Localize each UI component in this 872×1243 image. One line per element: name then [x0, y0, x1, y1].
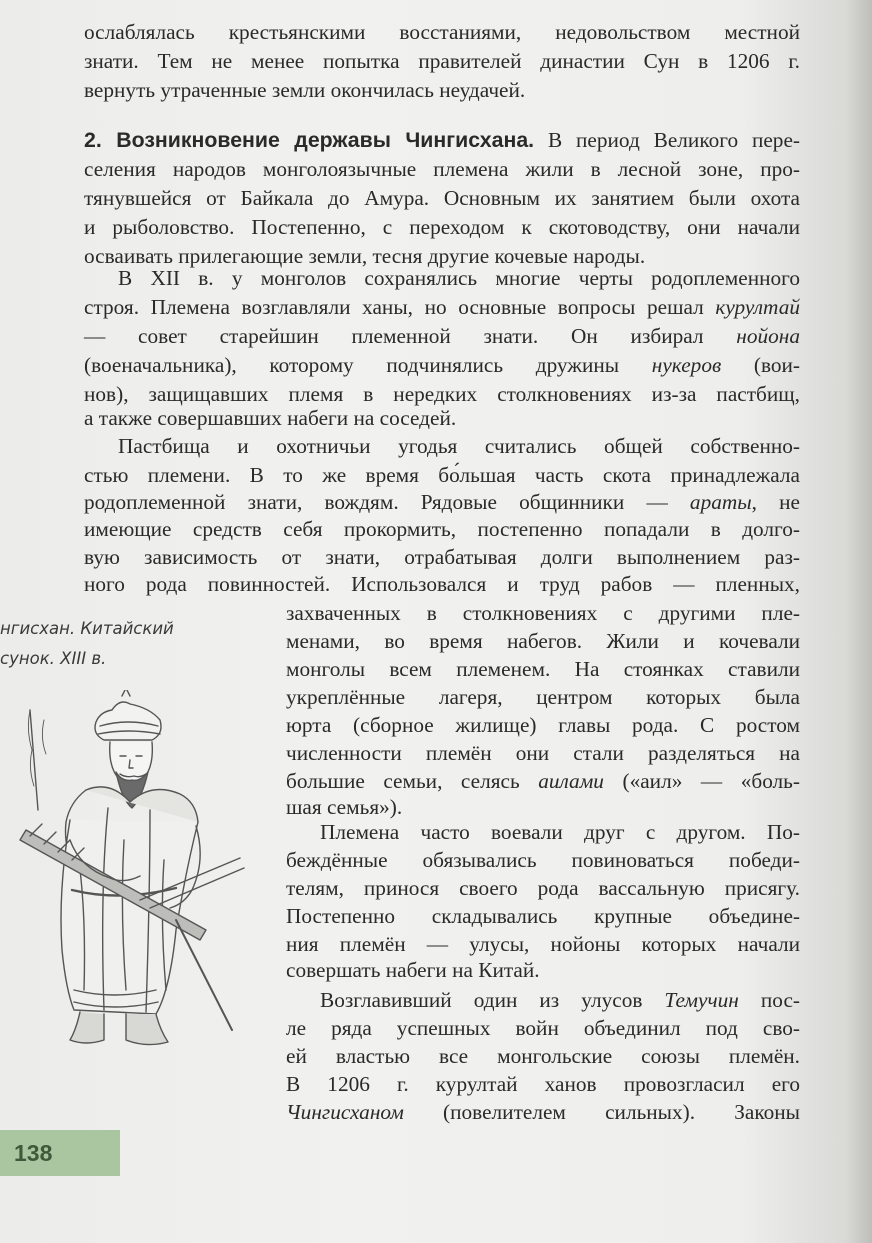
term-araty: араты: [689, 490, 752, 514]
text-line: вернуть утраченные земли окончилась неудачей.: [84, 78, 526, 102]
text-line: ного рода повинностей. Использовался и труд рабов — пленных,: [84, 572, 800, 596]
text-line: ния племён — улусы, нойоны которых начали: [286, 932, 800, 956]
text-line: ей властью все монгольские союзы племён.: [286, 1044, 800, 1068]
text-line: Постепенно складывались крупные объедине-: [286, 904, 800, 928]
text-line: беждённые обязывались повиноваться победи-: [286, 848, 800, 872]
text-line: 2. Возникновение державы Чингисхана. В период Великого пере-: [84, 128, 800, 152]
text-line: совершать набеги на Китай.: [286, 958, 540, 982]
text-line: вую зависимость от знати, отрабатывая долги выполнением раз-: [84, 545, 800, 569]
term-kurultai: курултай: [715, 295, 800, 319]
text-line: захваченных в столкновениях с другими пле-: [286, 601, 800, 625]
text-line: и рыболовство. Постепенно, с переходом к скотоводству, они начали: [84, 215, 800, 239]
text-line: укреплённые лагеря, центром которых была: [286, 685, 800, 709]
text-line: стью племени. В то же время бо́льшая часть скота принадлежала: [84, 463, 800, 487]
text-line: родоплеменной знати, вождям. Рядовые общинники — араты, не: [84, 490, 801, 514]
text-line: Пастбища и охотничьи угодья считались общей собственно-: [118, 434, 800, 458]
text-line: строя. Племена возглавляли ханы, но основные вопросы решал курултай: [84, 295, 800, 319]
text-line: знати. Тем не менее попытка правителей династии Сун в 1206 г.: [84, 49, 800, 73]
text-line: Возглавивший один из улусов Темучин пос-: [320, 988, 800, 1012]
text-line: — совет старейшин племенной знати. Он избирал нойона: [84, 324, 800, 348]
term-temuchin: Темучин: [664, 988, 739, 1012]
text-line: Чингисханом (повелителем сильных). Законы: [286, 1100, 800, 1124]
text-line: имеющие средств себя прокормить, постепенно попадали в долго-: [84, 517, 800, 541]
text-line: (военачальника), которому подчинялись дружины нукеров (вои-: [84, 353, 800, 377]
text-line: большие семьи, селясь аилами («аил» — «боль-: [286, 769, 800, 793]
term-chingiskhan: Чингисханом: [286, 1100, 404, 1124]
text-line: телям, принося своего рода вассальную присягу.: [286, 876, 800, 900]
text-line: менами, во время набегов. Жили и кочевали: [286, 629, 800, 653]
text-line: монголы всем племенем. На стоянках ставили: [286, 657, 800, 681]
text-line: шая семья»).: [286, 795, 403, 819]
text-line: В 1206 г. курултай ханов провозгласил его: [286, 1072, 800, 1096]
text-line: Племена часто воевали друг с другом. По-: [320, 820, 800, 844]
section-heading: 2. Возникновение державы Чингисхана.: [84, 128, 535, 152]
text-line: тянувшейся от Байкала до Амура. Основным их занятием были охота: [84, 186, 800, 210]
term-noyon: нойона: [736, 324, 800, 348]
text-line: а также совершавших набеги на соседей.: [84, 406, 457, 430]
text-line: численности племён они стали разделяться на: [286, 741, 800, 765]
text-line: В XII в. у монголов сохранялись многие черты родоплеменного: [118, 266, 800, 290]
text-line: осваивать прилегающие земли, тесня другие кочевые народы.: [84, 244, 646, 268]
text-line: ослаблялась крестьянскими восстаниями, недовольством местной: [84, 20, 800, 44]
figure-caption-line-1: нгисхан. Китайский: [0, 619, 174, 638]
term-aily: аилами: [538, 769, 604, 793]
text-line: селения народов монголоязычные племена жили в лесной зоне, про-: [84, 157, 800, 181]
genghis-khan-illustration: [0, 690, 260, 1050]
text-line: ле ряда успешных войн объединил под сво-: [286, 1016, 800, 1040]
text-line: юрта (сборное жилище) главы рода. С ростом: [286, 713, 800, 737]
text-line: нов), защищавших племя в нередких столкновениях из-за пастбищ,: [84, 382, 800, 406]
page-number: 138: [0, 1130, 120, 1176]
term-nukers: нукеров: [651, 353, 722, 377]
figure-caption-line-2: сунок. XIII в.: [0, 649, 107, 668]
